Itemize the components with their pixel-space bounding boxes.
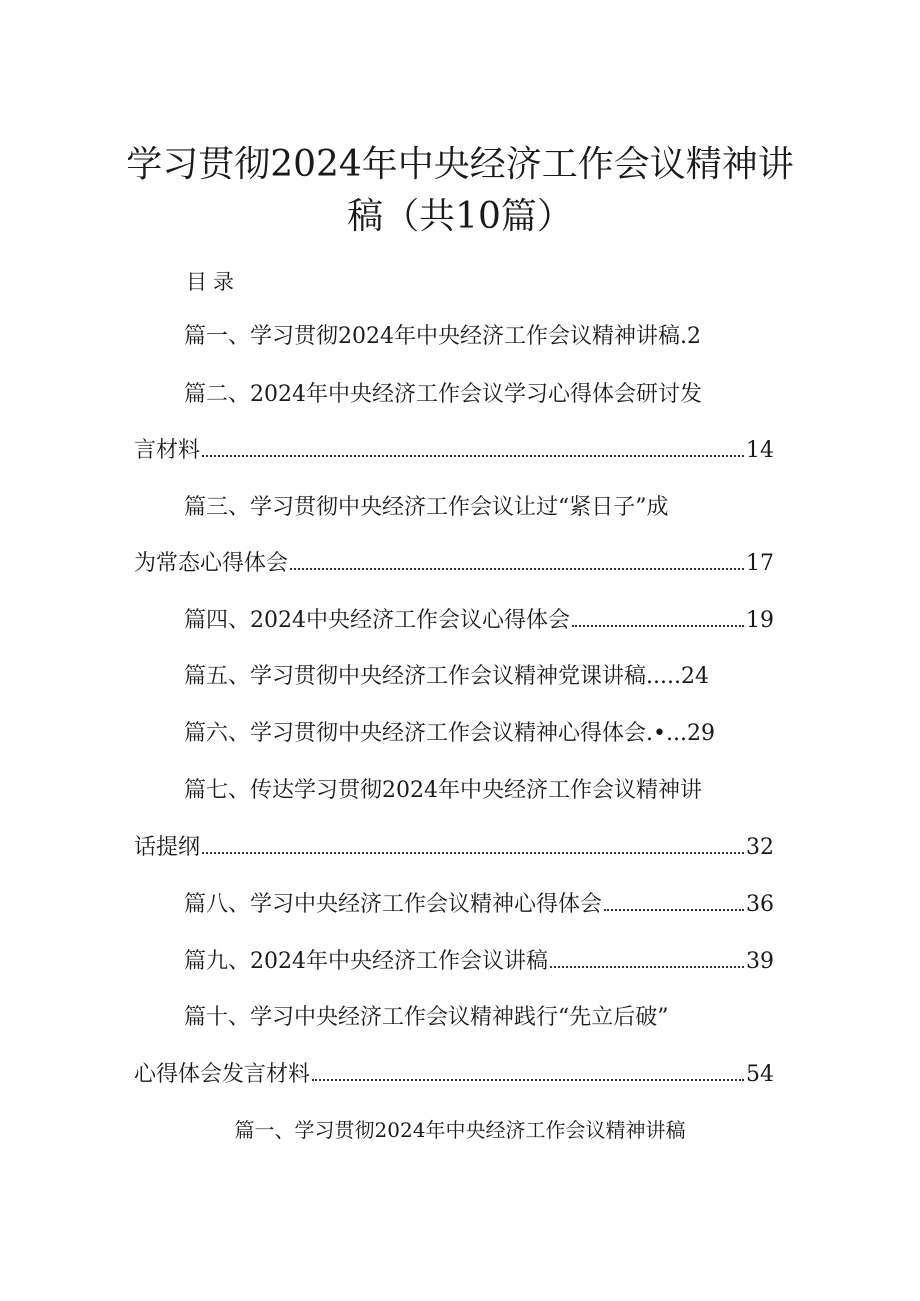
toc-entry-10-line2: 心得体会发言材料 [134, 1062, 311, 1087]
dot-leader [550, 966, 744, 968]
toc-entry-7-continuation[interactable] [134, 833, 774, 863]
toc-entry-3-line2: 为常态心得体会 [134, 551, 289, 576]
dot-leader [202, 852, 744, 854]
toc-entry-2[interactable]: 篇二、2024年中央经济工作会议学习心得体会研讨发 [184, 382, 702, 407]
toc-entry-6[interactable]: 篇六、学习贯彻中央经济工作会议精神心得体会.•...29 [184, 721, 715, 746]
toc-entry-2-page: 14 [746, 438, 774, 463]
toc-entry-9-text: 篇九、2024年中央经济工作会议讲稿 [184, 949, 548, 974]
toc-entry-2-continuation[interactable] [134, 436, 774, 466]
section-heading: 篇一、学习贯彻2024年中央经济工作会议精神讲稿 [234, 1118, 686, 1142]
dot-leader [202, 455, 744, 457]
dot-leader [290, 568, 744, 570]
toc-entry-7[interactable]: 篇七、传达学习贯彻2024年中央经济工作会议精神讲 [184, 778, 702, 803]
toc-entry-9[interactable] [184, 947, 774, 977]
toc-entry-8-text: 篇八、学习中央经济工作会议精神心得体会 [184, 892, 603, 917]
dot-leader [604, 909, 744, 911]
dot-leader [312, 1079, 744, 1081]
toc-entry-8[interactable] [184, 890, 774, 920]
toc-entry-3-page: 17 [746, 551, 774, 576]
toc-entry-10[interactable]: 篇十、学习中央经济工作会议精神践行“先立后破” [184, 1005, 669, 1030]
toc-entry-7-line2: 话提纲 [134, 835, 201, 860]
toc-entry-5[interactable]: 篇五、学习贯彻中央经济工作会议精神党课讲稿.....24 [184, 664, 709, 689]
document-title-line-1: 学习贯彻2024年中央经济工作会议精神讲 [126, 144, 794, 185]
toc-entry-10-page: 54 [746, 1062, 774, 1087]
dot-leader [572, 625, 744, 627]
toc-entry-3[interactable]: 篇三、学习贯彻中央经济工作会议让过“紧日子”成 [184, 495, 669, 520]
toc-entry-4-text: 篇四、2024中央经济工作会议心得体会 [184, 608, 570, 633]
toc-entry-4-page: 19 [746, 608, 774, 633]
document-title-line-2: 稿（共10篇） [347, 196, 573, 237]
toc-entry-2-line2: 言材料 [134, 438, 201, 463]
toc-label: 目录 [186, 270, 240, 294]
toc-entry-1[interactable]: 篇一、学习贯彻2024年中央经济工作会议精神讲稿.2 [184, 324, 701, 349]
toc-entry-7-page: 32 [746, 835, 774, 860]
toc-entry-10-continuation[interactable] [134, 1060, 774, 1090]
toc-entry-8-page: 36 [746, 892, 774, 917]
toc-entry-4[interactable] [184, 606, 774, 636]
toc-entry-9-page: 39 [746, 949, 774, 974]
toc-entry-3-continuation[interactable] [134, 549, 774, 579]
